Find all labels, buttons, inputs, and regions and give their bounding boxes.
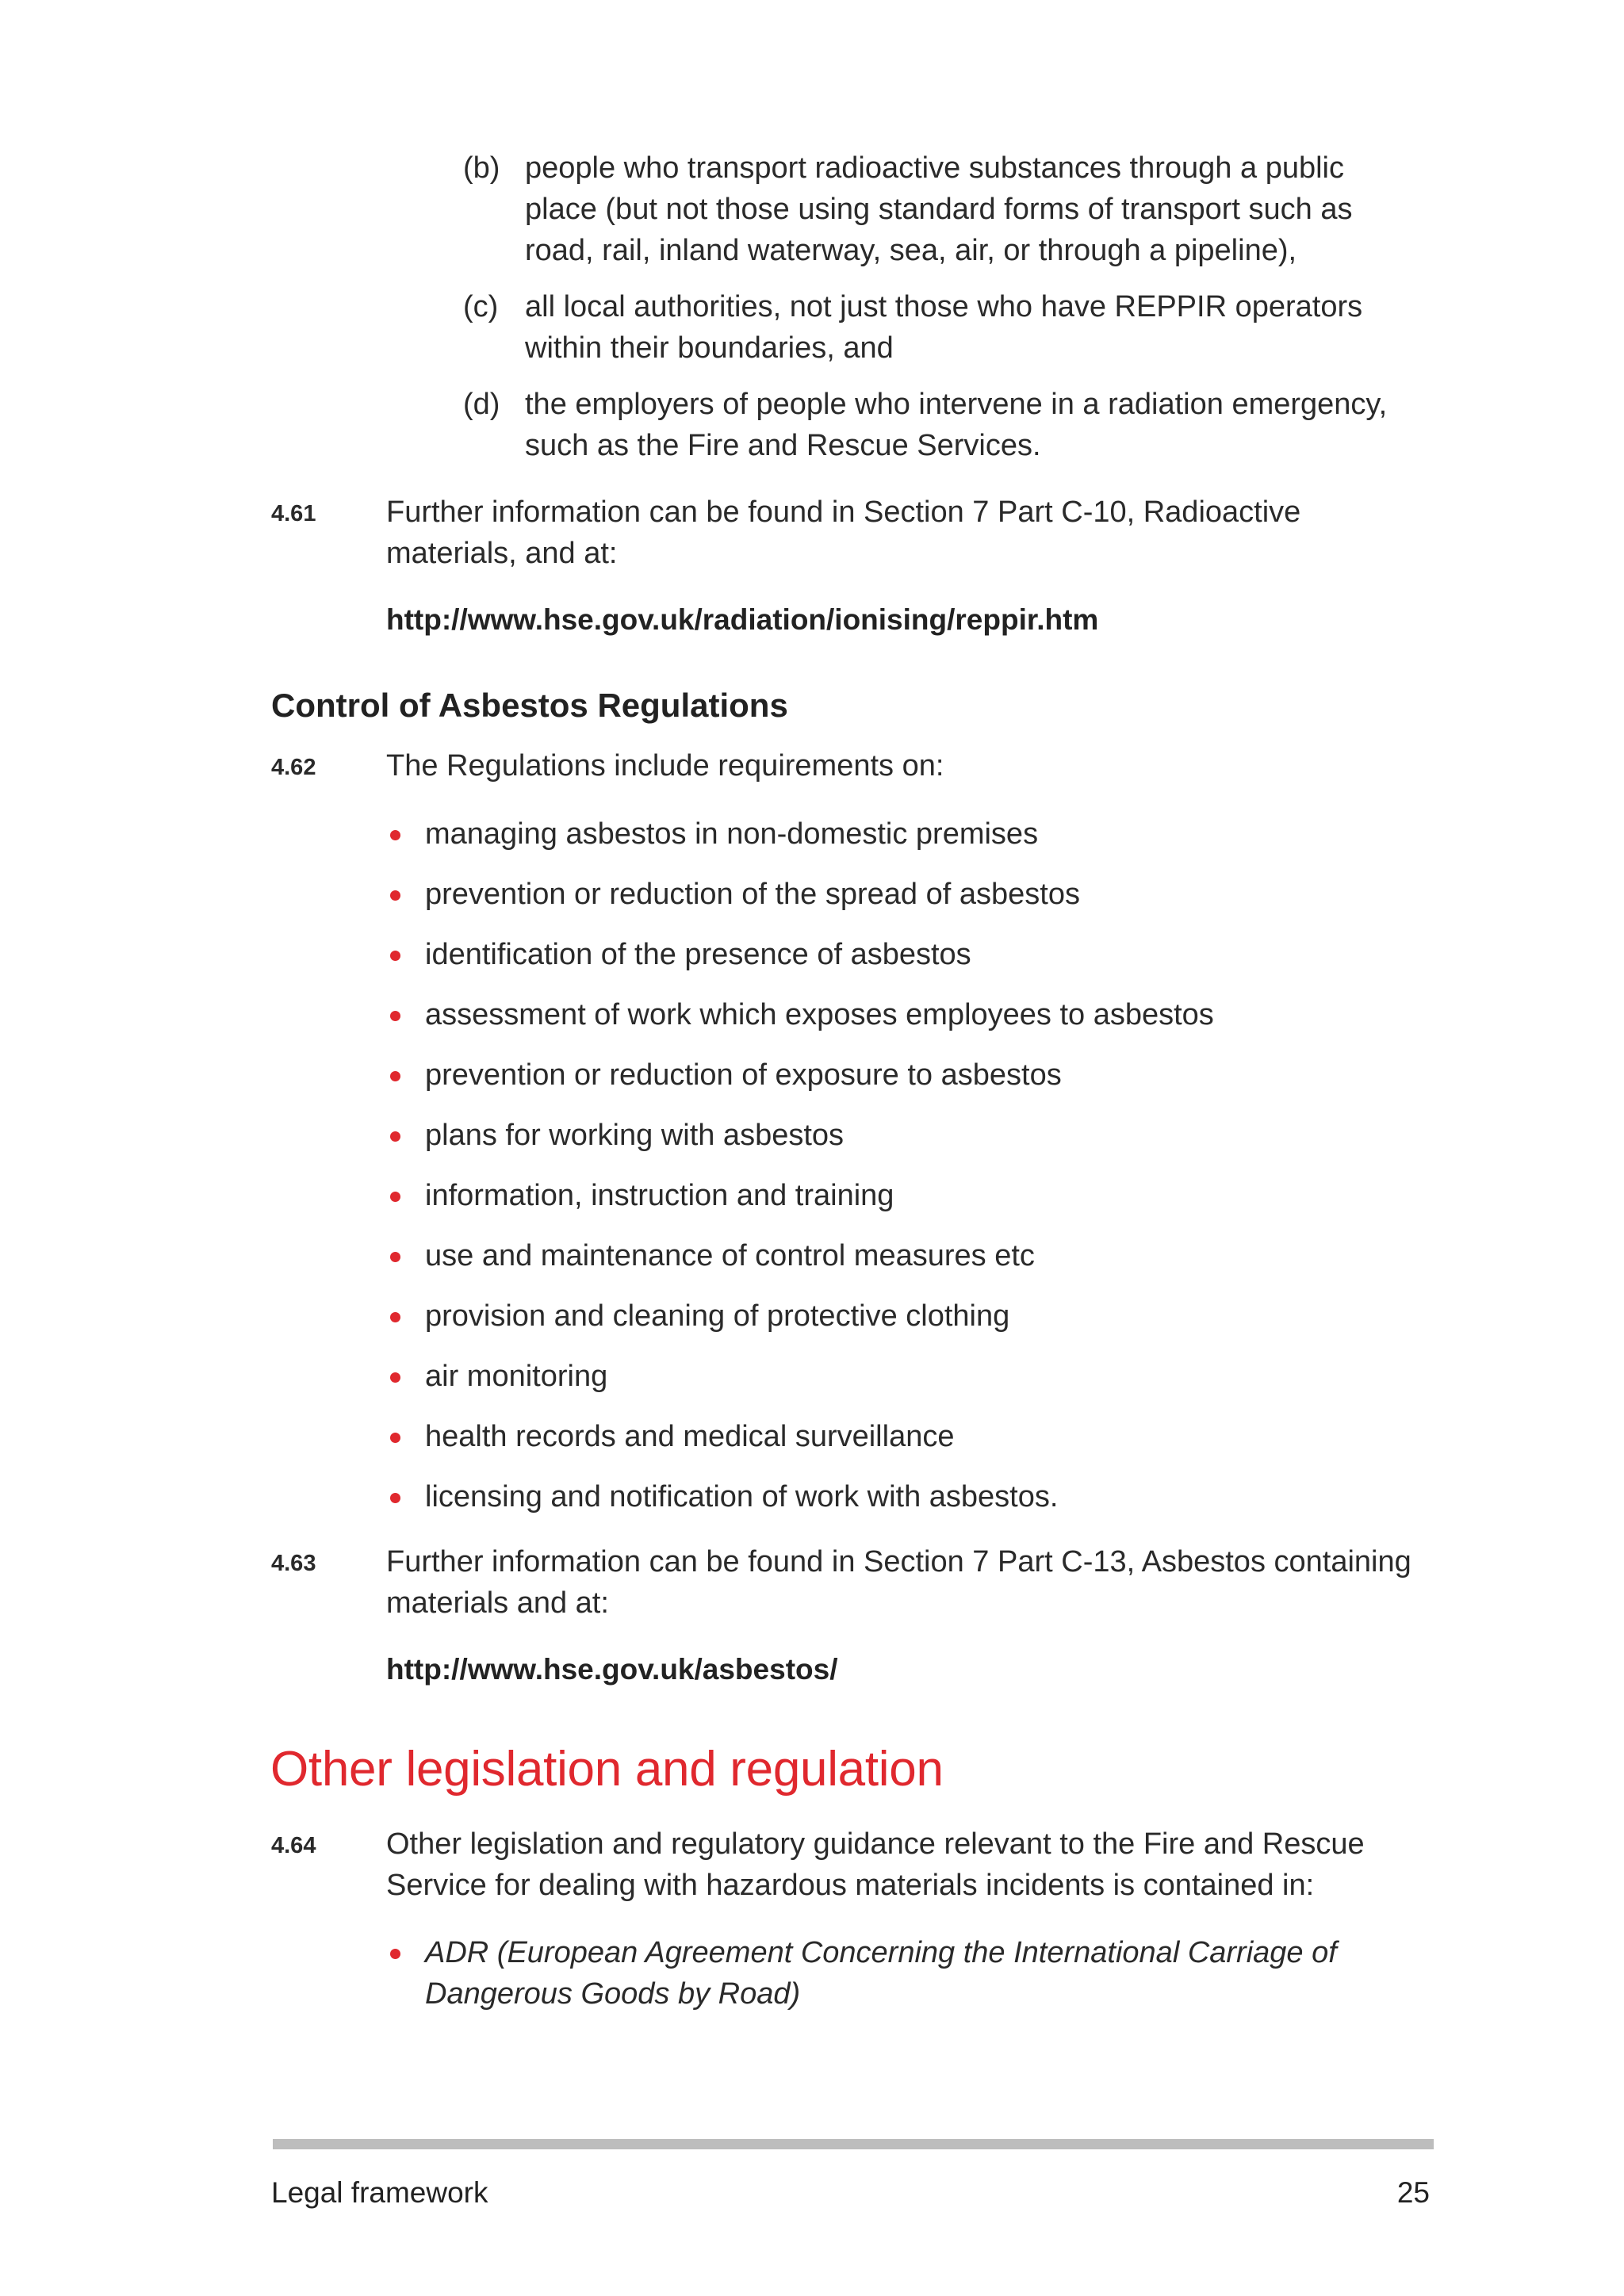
list-item — [386, 994, 1417, 1054]
list-item-text: the employers of people who intervene in a radiation emergency, such as the Fire and Rescue Services. — [525, 388, 1388, 462]
list-item-text: use and maintenance of control measures etc — [425, 1239, 1035, 1272]
asbestos-subheading: Control of Asbestos Regulations — [271, 687, 788, 724]
paragraph-number: 4.64 — [271, 1833, 316, 1858]
paragraph-text: The Regulations include requirements on: — [386, 749, 944, 783]
footer-rule — [273, 2139, 1434, 2149]
bullet-icon — [390, 1011, 400, 1021]
paragraph-text: Further information can be found in Section 7 Part C-13, Asbestos containing materials and at: — [386, 1545, 1411, 1620]
bullet-icon — [390, 1372, 400, 1383]
list-item — [386, 1295, 1417, 1356]
bullet-icon — [390, 951, 400, 961]
other-legislation-list — [386, 1932, 1417, 2015]
list-item-text: managing asbestos in non-domestic premises — [425, 817, 1039, 851]
paragraph-number: 4.61 — [271, 501, 316, 526]
lettered-item-d — [463, 384, 1399, 466]
page-number: 25 — [1396, 2176, 1430, 2209]
list-item — [386, 1235, 1417, 1295]
list-item-text: assessment of work which exposes employees to asbestos — [425, 998, 1214, 1031]
bullet-icon — [390, 890, 400, 901]
list-item-text: prevention or reduction of exposure to asbestos — [425, 1058, 1062, 1092]
list-item-text: information, instruction and training — [425, 1179, 894, 1212]
list-item-text: people who transport radioactive substances through a public place (but not those using standard forms of transport such as road, rail, inland waterway, sea, air, or through a pipeline), — [525, 151, 1353, 267]
lettered-item-c — [463, 286, 1399, 369]
list-letter: (d) — [463, 388, 500, 421]
list-letter: (c) — [463, 290, 499, 323]
list-item — [386, 1356, 1417, 1416]
list-item — [386, 1476, 1417, 1536]
bullet-icon — [390, 1071, 400, 1081]
asbestos-requirements-list — [386, 813, 1417, 1536]
bullet-icon — [390, 1192, 400, 1202]
list-item-text: ADR (European Agreement Concerning the International Carriage of Dangerous Goods by Road) — [425, 1936, 1337, 2011]
list-item-text: provision and cleaning of protective clothing — [425, 1299, 1010, 1333]
list-item-text: all local authorities, not just those who have REPPIR operators within their boundaries, and — [525, 290, 1363, 365]
list-letter: (b) — [463, 151, 500, 185]
list-item — [386, 1054, 1417, 1115]
list-item-text: air monitoring — [425, 1360, 608, 1393]
paragraph-number: 4.63 — [271, 1551, 316, 1576]
list-item — [386, 1175, 1417, 1235]
bullet-icon — [390, 1252, 400, 1262]
asbestos-link[interactable]: http://www.hse.gov.uk/asbestos/ — [386, 1653, 838, 1686]
list-item-text: health records and medical surveillance — [425, 1420, 955, 1453]
list-item — [386, 934, 1417, 994]
bullet-icon — [390, 830, 400, 840]
lettered-item-b — [463, 147, 1399, 271]
list-item-text: plans for working with asbestos — [425, 1119, 845, 1152]
footer-section-title: Legal framework — [271, 2176, 488, 2209]
paragraph-number: 4.62 — [271, 755, 316, 780]
bullet-icon — [390, 1312, 400, 1322]
paragraph-text: Further information can be found in Section 7 Part C-10, Radioactive materials, and at: — [386, 496, 1301, 570]
bullet-icon — [390, 1131, 400, 1142]
list-item-text: identification of the presence of asbestos — [425, 938, 971, 971]
paragraph-text: Other legislation and regulatory guidance relevant to the Fire and Rescue Service for dealing with hazardous materials incidents is contained in: — [386, 1827, 1365, 1902]
list-item-text: licensing and notification of work with asbestos. — [425, 1480, 1059, 1513]
list-item — [386, 1115, 1417, 1175]
list-item — [386, 1416, 1417, 1476]
section-heading: Other legislation and regulation — [270, 1742, 944, 1797]
bullet-icon — [390, 1493, 400, 1503]
list-item — [386, 813, 1417, 874]
bullet-icon — [390, 1949, 400, 1959]
bullet-icon — [390, 1433, 400, 1443]
lettered-list — [463, 147, 1399, 481]
list-item — [386, 1932, 1417, 2015]
reppir-link[interactable]: http://www.hse.gov.uk/radiation/ionising/reppir.htm — [386, 603, 1099, 636]
list-item-text: prevention or reduction of the spread of asbestos — [425, 878, 1080, 911]
list-item — [386, 874, 1417, 934]
